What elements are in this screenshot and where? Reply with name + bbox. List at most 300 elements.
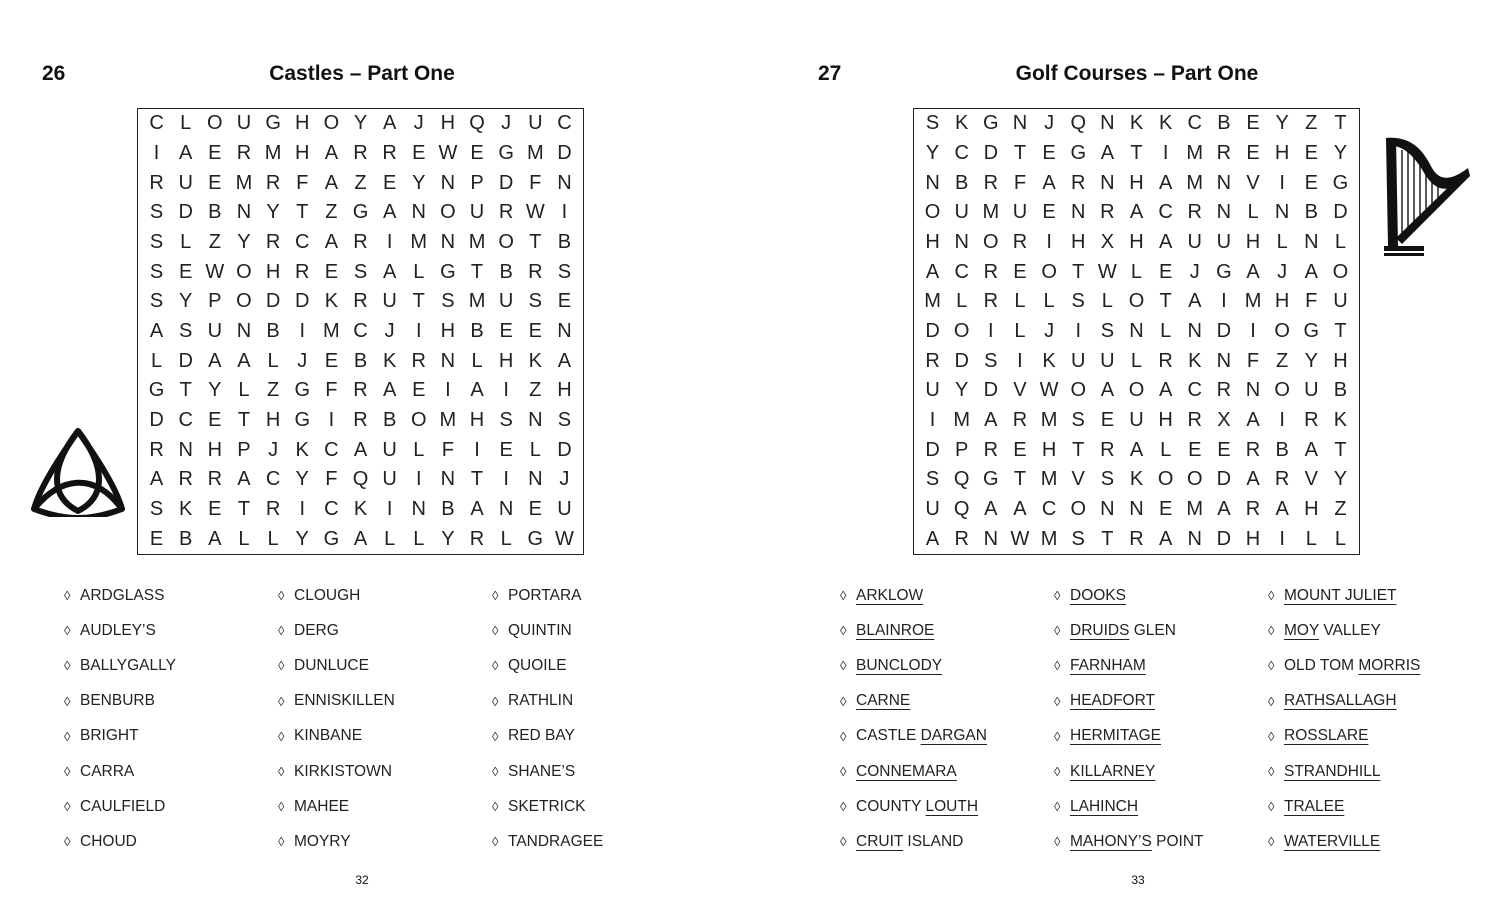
grid-letter: O — [236, 260, 252, 283]
grid-letter: R — [1304, 408, 1319, 431]
word-text: ENNISKILLEN — [294, 692, 395, 710]
grid-letter: K — [1042, 349, 1056, 372]
word-text — [1070, 692, 1155, 710]
grid-letter: H — [498, 349, 514, 372]
word-list-item — [1268, 789, 1482, 824]
grid-letter: B — [382, 408, 397, 431]
grid-letter: S — [149, 497, 164, 520]
word-list-item — [278, 684, 492, 719]
grid-letter: E — [1013, 438, 1027, 461]
word-list-item — [492, 613, 706, 648]
grid-letter: M — [468, 230, 486, 253]
grid-letter: I — [1046, 230, 1052, 253]
grid-letter: U — [382, 468, 397, 491]
diamond-bullet-icon: ◊ — [492, 728, 499, 744]
grid-letter: U — [236, 112, 252, 135]
word-text — [856, 692, 910, 710]
grid-letter: Q — [352, 468, 369, 491]
word-list-item — [1054, 684, 1268, 719]
word-underlined-part: CRUIT — [856, 832, 904, 850]
grid-letter: M — [1040, 468, 1058, 491]
word-text — [1284, 587, 1397, 605]
grid-letter: A — [382, 260, 397, 283]
grid-letter: J — [297, 349, 308, 372]
grid-letter: A — [1246, 408, 1260, 431]
grid-letter: W — [525, 201, 545, 224]
grid-letter: H — [1245, 230, 1261, 253]
grid-letter: C — [265, 468, 281, 491]
grid-letter: R — [983, 260, 999, 283]
grid-letter: Y — [237, 230, 251, 253]
grid-letter: M — [1186, 171, 1204, 194]
grid-letter: M — [439, 408, 457, 431]
grid-letter: A — [557, 349, 572, 372]
grid-letter: A — [1013, 497, 1027, 520]
grid-letter: T — [470, 260, 484, 283]
grid-letter: O — [1041, 260, 1057, 283]
grid-letter: N — [557, 171, 572, 194]
grid-letter: N — [178, 438, 193, 461]
grid-letter: I — [1075, 319, 1081, 342]
grid-letter: G — [294, 379, 310, 402]
grid-letter: A — [470, 497, 484, 520]
grid-letter: U — [178, 171, 193, 194]
grid-letter: U — [954, 201, 969, 224]
grid-letter: U — [382, 290, 397, 313]
grid-letter: L — [1305, 527, 1317, 550]
grid-letter: G — [265, 112, 281, 135]
grid-letter: O — [440, 201, 456, 224]
grid-letter: K — [353, 497, 368, 520]
grid-letter: T — [1072, 438, 1085, 461]
puzzle-title: Golf Courses – Part One — [1015, 62, 1259, 85]
word-list-item — [278, 789, 492, 824]
grid-letter: L — [1276, 230, 1288, 253]
word-text: CLOUGH — [294, 586, 361, 604]
grid-letter: K — [1333, 408, 1348, 431]
grid-letter: I — [1279, 171, 1285, 194]
grid-letter: S — [1071, 408, 1085, 431]
word-underlined-part: RATHSALLAGH — [1284, 692, 1397, 710]
grid-letter: N — [236, 201, 252, 224]
word-text — [856, 622, 934, 640]
grid-letter: O — [1070, 379, 1086, 402]
word-text — [1070, 622, 1176, 640]
diamond-bullet-icon: ◊ — [1268, 588, 1275, 604]
grid-letter: R — [353, 230, 368, 253]
word-text — [1070, 763, 1155, 781]
grid-letter: G — [1070, 141, 1086, 164]
grid-letter: A — [324, 230, 339, 253]
grid-letter: D — [178, 349, 193, 372]
grid-letter: R — [411, 349, 426, 372]
word-list-item — [840, 789, 1054, 824]
grid-letter: L — [1101, 290, 1113, 313]
grid-letter: U — [469, 201, 485, 224]
grid-letter: G — [352, 201, 369, 224]
word-list-item — [492, 648, 706, 683]
grid-letter: H — [1041, 438, 1057, 461]
grid-letter: D — [925, 438, 940, 461]
grid-letter: T — [237, 497, 251, 520]
grid-letter: L — [1014, 319, 1026, 342]
grid-letter: H — [1129, 230, 1144, 253]
grid-letter: L — [238, 379, 250, 402]
grid-letter: E — [528, 497, 542, 520]
word-list-item — [64, 648, 278, 683]
word-list-item — [492, 789, 706, 824]
grid-letter: O — [323, 112, 340, 135]
diamond-bullet-icon: ◊ — [64, 764, 71, 780]
grid-letter: E — [208, 408, 222, 431]
grid-letter: S — [149, 260, 164, 283]
grid-letter: K — [955, 112, 969, 135]
grid-letter: U — [1216, 230, 1232, 253]
grid-letter: G — [323, 527, 340, 550]
word-list-item — [1054, 613, 1268, 648]
word-underlined-part: WATERVILLE — [1284, 832, 1381, 850]
grid-letter: P — [470, 171, 484, 194]
diamond-bullet-icon: ◊ — [492, 623, 499, 639]
word-text: DUNLUCE — [294, 656, 369, 674]
grid-letter: A — [1246, 468, 1260, 491]
word-underlined-part: DOOKS — [1070, 586, 1126, 604]
grid-letter: R — [1012, 230, 1028, 253]
word-underlined-part: HERMITAGE — [1070, 727, 1161, 745]
grid-letter: T — [529, 230, 542, 253]
grid-letter: V — [1013, 379, 1027, 402]
grid-letter: I — [1162, 141, 1169, 164]
word-list-item — [1268, 719, 1482, 754]
grid-letter: R — [207, 468, 223, 491]
grid-letter: R — [353, 408, 368, 431]
grid-letter: C — [1041, 497, 1057, 520]
grid-letter: G — [294, 408, 310, 431]
grid-letter: M — [1040, 527, 1058, 550]
grid-letter: F — [325, 379, 338, 402]
word-text — [856, 763, 957, 781]
grid-letter: Z — [1334, 497, 1347, 520]
grid-letter: A — [984, 497, 998, 520]
grid-letter: Q — [1070, 112, 1086, 135]
grid-letter: C — [324, 438, 339, 461]
grid-letter: B — [499, 260, 513, 283]
grid-letter: T — [1334, 319, 1347, 342]
diamond-bullet-icon: ◊ — [64, 799, 71, 815]
grid-letter: I — [445, 379, 451, 402]
grid-letter: H — [265, 260, 281, 283]
diamond-bullet-icon: ◊ — [840, 764, 847, 780]
word-list-item — [1054, 648, 1268, 683]
grid-letter: H — [1274, 290, 1290, 313]
grid-letter: M — [264, 141, 282, 164]
word-plain-suffix: VALLEY — [1319, 621, 1381, 639]
grid-letter: I — [299, 319, 305, 342]
grid-letter: U — [498, 290, 514, 313]
grid-letter: A — [1275, 497, 1289, 520]
diamond-bullet-icon: ◊ — [278, 588, 285, 604]
grid-letter: L — [413, 260, 425, 283]
diamond-bullet-icon: ◊ — [278, 658, 285, 674]
word-list-item — [278, 719, 492, 754]
grid-letter: F — [1246, 349, 1260, 372]
grid-letter: R — [983, 438, 999, 461]
word-list-item — [1268, 754, 1482, 789]
diamond-bullet-icon: ◊ — [1054, 728, 1061, 744]
grid-letter: R — [382, 141, 397, 164]
word-underlined-part: LOUTH — [925, 797, 979, 815]
word-list-item — [840, 824, 1054, 859]
grid-letter: S — [1100, 319, 1115, 342]
grid-letter: A — [1129, 201, 1144, 224]
grid-letter: U — [557, 497, 572, 520]
grid-letter: A — [237, 468, 251, 491]
grid-letter: S — [179, 319, 193, 342]
word-list-item — [64, 754, 278, 789]
grid-letter: Y — [1333, 468, 1348, 491]
grid-letter: E — [470, 141, 484, 164]
grid-letter: P — [955, 438, 969, 461]
grid-letter: T — [1334, 112, 1347, 135]
word-text: KIRKISTOWN — [294, 762, 392, 780]
grid-letter: Z — [354, 171, 367, 194]
word-plain-prefix: COUNTY — [856, 797, 926, 815]
grid-letter: P — [237, 438, 251, 461]
grid-letter: R — [983, 290, 999, 313]
grid-letter: L — [1130, 260, 1143, 283]
grid-letter: A — [208, 527, 222, 550]
word-underlined-part: DARGAN — [920, 727, 987, 745]
word-underlined-part: MOUNT JULIET — [1284, 586, 1397, 604]
grid-letter: N — [411, 497, 426, 520]
grid-letter: K — [382, 349, 397, 372]
grid-letter: R — [353, 141, 368, 164]
grid-letter: M — [1186, 497, 1204, 520]
grid-letter: O — [1186, 468, 1203, 491]
grid-letter: E — [208, 497, 222, 520]
grid-letter: W — [1039, 379, 1059, 402]
word-text — [1284, 763, 1380, 781]
grid-letter: Z — [325, 201, 338, 224]
word-underlined-part: HEADFORT — [1070, 692, 1155, 710]
grid-letter: H — [1071, 230, 1086, 253]
grid-letter: I — [415, 468, 422, 491]
grid-letter: I — [153, 141, 160, 164]
grid-letter: I — [386, 497, 393, 520]
grid-letter: K — [179, 497, 193, 520]
diamond-bullet-icon: ◊ — [840, 658, 847, 674]
grid-letter: F — [1305, 290, 1318, 313]
grid-letter: Z — [1276, 349, 1289, 372]
word-list-item — [64, 578, 278, 613]
diamond-bullet-icon: ◊ — [64, 658, 71, 674]
word-list-item — [278, 613, 492, 648]
word-text: BALLYGALLY — [80, 656, 176, 674]
grid-letter: R — [353, 290, 368, 313]
grid-letter: N — [498, 497, 514, 520]
grid-letter: U — [528, 112, 543, 135]
grid-letter: L — [267, 527, 279, 550]
grid-letter: E — [499, 319, 513, 342]
grid-letter: N — [440, 349, 456, 372]
grid-letter: E — [208, 141, 222, 164]
grid-letter: K — [295, 438, 309, 461]
grid-letter: D — [498, 171, 514, 194]
grid-letter: X — [1217, 408, 1231, 431]
diamond-bullet-icon: ◊ — [1268, 658, 1275, 674]
grid-letter: I — [929, 408, 936, 431]
diamond-bullet-icon: ◊ — [1054, 764, 1061, 780]
grid-letter: D — [954, 349, 969, 372]
grid-letter: M — [526, 141, 544, 164]
grid-letter: R — [1129, 527, 1144, 550]
word-text — [1284, 622, 1381, 640]
grid-letter: T — [1072, 260, 1085, 283]
grid-letter: C — [295, 230, 310, 253]
grid-letter: G — [527, 527, 544, 550]
grid-letter: N — [236, 319, 252, 342]
grid-letter: R — [1216, 379, 1232, 402]
grid-letter: N — [1187, 527, 1202, 550]
grid-letter: S — [557, 260, 572, 283]
diamond-bullet-icon: ◊ — [1054, 834, 1061, 850]
grid-letter: E — [412, 379, 426, 402]
grid-letter: R — [1274, 468, 1290, 491]
grid-letter: M — [323, 319, 340, 342]
diamond-bullet-icon: ◊ — [840, 728, 847, 744]
grid-letter: A — [470, 379, 484, 402]
grid-letter: V — [1071, 468, 1085, 491]
grid-letter: I — [1017, 349, 1023, 372]
word-underlined-part: DRUIDS — [1070, 621, 1130, 639]
word-list-item — [1268, 578, 1482, 613]
word-list-item — [64, 684, 278, 719]
grid-letter: A — [353, 438, 368, 461]
grid-letter: I — [1279, 408, 1285, 431]
grid-letter: R — [498, 201, 514, 224]
grid-letter: E — [1217, 438, 1231, 461]
grid-letter: E — [1158, 497, 1173, 520]
grid-letter: T — [412, 290, 425, 313]
grid-letter: S — [557, 408, 572, 431]
grid-letter: U — [1304, 379, 1319, 402]
grid-letter: C — [954, 260, 969, 283]
grid-letter: C — [557, 112, 572, 135]
grid-letter: A — [1217, 497, 1231, 520]
grid-letter: J — [268, 438, 279, 461]
word-list-item — [840, 613, 1054, 648]
grid-letter: L — [956, 290, 968, 313]
grid-letter: W — [1097, 260, 1117, 283]
word-list-item — [64, 789, 278, 824]
word-underlined-part: TRALEE — [1284, 797, 1345, 815]
word-text — [1070, 798, 1138, 816]
word-underlined-part: ROSSLARE — [1284, 727, 1369, 745]
grid-letter: A — [149, 319, 164, 342]
word-list-item — [1268, 613, 1482, 648]
grid-letter: A — [1158, 379, 1173, 402]
grid-letter: S — [1071, 290, 1085, 313]
grid-letter: N — [440, 171, 456, 194]
grid-letter: U — [925, 379, 940, 402]
grid-letter: E — [1304, 171, 1318, 194]
diamond-bullet-icon: ◊ — [492, 693, 499, 709]
word-text — [1070, 587, 1126, 605]
grid-letter: Y — [295, 527, 309, 550]
grid-letter: S — [353, 260, 368, 283]
grid-letter: A — [382, 201, 397, 224]
grid-letter: R — [1187, 408, 1202, 431]
grid-letter: K — [1188, 349, 1202, 372]
word-list-item — [64, 613, 278, 648]
diamond-bullet-icon: ◊ — [492, 764, 499, 780]
grid-letter: L — [384, 527, 396, 550]
diamond-bullet-icon: ◊ — [1268, 834, 1275, 850]
grid-letter: C — [149, 112, 164, 135]
grid-letter: I — [988, 319, 994, 342]
grid-letter: N — [528, 468, 543, 491]
word-plain-suffix: POINT — [1151, 832, 1204, 850]
grid-letter: O — [924, 201, 941, 224]
page-number: 33 — [1131, 873, 1145, 887]
grid-letter: A — [324, 171, 339, 194]
grid-letter: J — [1044, 112, 1055, 135]
grid-letter: W — [438, 141, 458, 164]
grid-letter: Y — [266, 201, 280, 224]
word-list-item — [64, 719, 278, 754]
grid-letter: G — [1303, 319, 1320, 342]
word-underlined-part: LAHINCH — [1070, 797, 1139, 815]
grid-letter: R — [954, 527, 969, 550]
grid-letter: A — [1246, 260, 1260, 283]
grid-letter: L — [1334, 527, 1346, 550]
grid-letter: G — [440, 260, 456, 283]
grid-letter: N — [411, 201, 426, 224]
grid-letter: Z — [266, 379, 280, 402]
grid-letter: H — [265, 408, 281, 431]
grid-letter: L — [500, 527, 512, 550]
grid-letter: L — [1160, 438, 1172, 461]
grid-letter: M — [410, 230, 428, 253]
grid-letter: E — [1304, 141, 1318, 164]
grid-letter: M — [468, 290, 486, 313]
grid-letter: N — [925, 171, 940, 194]
diamond-bullet-icon: ◊ — [1268, 764, 1275, 780]
grid-letter: S — [499, 408, 513, 431]
grid-letter: T — [179, 379, 192, 402]
word-list-item — [840, 684, 1054, 719]
grid-letter: O — [1332, 260, 1349, 283]
grid-letter: A — [1188, 290, 1202, 313]
diamond-bullet-icon: ◊ — [64, 834, 71, 850]
grid-letter: E — [179, 260, 193, 283]
grid-letter: D — [295, 290, 310, 313]
word-plain-suffix: ISLAND — [903, 832, 964, 850]
grid-letter: E — [1158, 260, 1173, 283]
word-list-item — [278, 754, 492, 789]
grid-letter: T — [470, 468, 484, 491]
grid-letter: U — [925, 497, 940, 520]
grid-letter: I — [561, 201, 568, 224]
word-list — [840, 578, 1482, 860]
word-list-item — [840, 578, 1054, 613]
grid-letter: B — [208, 201, 222, 224]
word-text: MAHEE — [294, 797, 350, 815]
word-list-item — [1268, 648, 1482, 683]
grid-letter: A — [324, 141, 339, 164]
word-underlined-part: ARKLOW — [856, 586, 924, 604]
grid-letter: Y — [295, 468, 309, 491]
